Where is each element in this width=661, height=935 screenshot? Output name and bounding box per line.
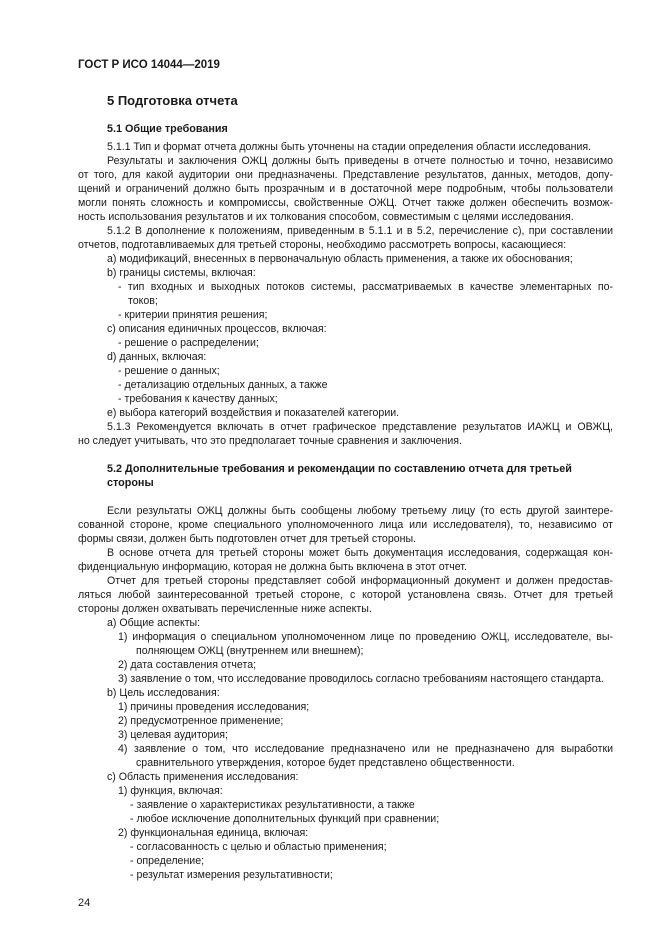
- list-item: - результат измерения результативности;: [130, 869, 333, 881]
- list-item: - определение;: [130, 855, 205, 867]
- list-item: е) выбора категорий воздействия и показателей категории.: [107, 407, 400, 419]
- list-item: - детализацию отдельных данных, а также: [118, 379, 328, 391]
- list-item: а) Общие аспекты:: [107, 617, 201, 629]
- paragraph-line: ность использования результатов и их толкования способом, совместимым с целями исследования.: [78, 211, 574, 223]
- paragraph-line: формы связи, должен быть подготовлен отчет для третьей стороны.: [78, 533, 417, 545]
- subsection-title: 5.2 Дополнительные требования и рекомендации по составлению отчета для третьей: [107, 463, 572, 475]
- list-item: 2) функциональная единица, включая:: [118, 827, 309, 839]
- list-item: 1) функция, включая:: [118, 785, 223, 797]
- list-item: с) Область применения исследования:: [107, 771, 299, 783]
- paragraph-line: ляться любой заинтересованной третьей стороне, с которой установлена связь. Отчет для третьей: [78, 589, 613, 601]
- list-item: с) описания единичных процессов, включая:: [107, 323, 327, 335]
- list-item: - требования к качеству данных;: [118, 393, 278, 405]
- paragraph-line: Если результаты ОЖЦ должны быть сообщены любому третьему лицу (то есть другой заинтере-: [107, 505, 613, 517]
- paragraph-line: но следует учитывать, что это предполагает точные сравнения и заключения.: [78, 435, 462, 447]
- list-item: - решение о распределении;: [118, 337, 259, 349]
- list-item: - критерии принятия решения;: [118, 309, 268, 321]
- page-number: 24: [78, 897, 91, 909]
- list-item: 1) информация о специальном уполномоченном лице по проведению ОЖЦ, исследователе, вы-: [118, 631, 613, 643]
- list-item: 2) дата составления отчета;: [118, 659, 257, 671]
- paragraph-line: сованной стороне, кроме специального уполномоченного лица или исследователя), то, независимо от: [78, 519, 613, 531]
- list-item: b) границы системы, включая:: [107, 267, 256, 279]
- list-item: полняющем ОЖЦ (внутреннем или внешнем);: [136, 645, 364, 657]
- list-item: токов;: [128, 295, 158, 307]
- list-item: - тип входных и выходных потоков системы, рассматриваемых в качестве элементарных по-: [118, 281, 613, 293]
- list-item: - заявление о характеристиках результативности, а также: [130, 799, 415, 811]
- paragraph-line: 5.1.3 Рекомендуется включать в отчет графическое представление результатов ИАЖЦ и ОВЖЦ,: [107, 421, 613, 433]
- list-item: d) данных, включая:: [107, 351, 207, 363]
- paragraph-line: 5.1.1 Тип и формат отчета должны быть уточнены на стадии определения области исследования.: [107, 141, 592, 153]
- paragraph-line: Отчет для третьей стороны представляет собой информационный документ и должен предостав-: [107, 575, 613, 587]
- paragraph-line: В основе отчета для третьей стороны может быть документация исследования, содержащая кон-: [107, 547, 613, 559]
- subsection-title-cont: стороны: [107, 477, 154, 489]
- paragraph-line: щений и ограничений должно быть прозрачным и в достаточной мере подробным, чтобы пользователи: [78, 183, 613, 195]
- paragraph-line: Результаты и заключения ОЖЦ должны быть приведены в отчете полностью и точно, независимо: [107, 155, 613, 167]
- document-header: ГОСТ Р ИСО 14044—2019: [78, 59, 220, 71]
- list-item: 2) предусмотренное применение;: [118, 715, 284, 727]
- paragraph-line: могли понять сложность и компромиссы, свойственные ОЖЦ. Отчет также должен обеспечить возмож-: [78, 197, 613, 209]
- list-item: а) модификаций, внесенных в первоначальную область применения, а также их обоснования;: [107, 253, 573, 265]
- list-item: - согласованность с целью и областью применения;: [130, 841, 387, 853]
- list-item: b) Цель исследования:: [107, 687, 220, 699]
- list-item: 4) заявление о том, что исследование предназначено или не предназначено для выработки: [118, 743, 613, 755]
- paragraph-line: фиденциальную информацию, которая не должна быть включена в этот отчет.: [78, 561, 467, 573]
- list-item: сравнительного утверждения, которое будет представлено общественности.: [136, 757, 515, 769]
- paragraph-line: отчетов, подготавливаемых для третьей стороны, необходимо рассмотреть вопросы, касающиеся:: [78, 239, 567, 251]
- list-item: 3) целевая аудитория;: [118, 729, 228, 741]
- paragraph-line: стороны должен охватывать перечисленные ниже аспекты.: [78, 603, 372, 615]
- list-item: - любое исключение дополнительных функций при сравнении;: [130, 813, 440, 825]
- subsection-title: 5.1 Общие требования: [107, 123, 228, 135]
- paragraph-line: от того, для какой аудитории они предназначены. Представление результатов, данных, методов, допу-: [78, 169, 613, 181]
- list-item: 1) причины проведения исследования;: [118, 701, 310, 713]
- section-title: 5 Подготовка отчета: [107, 93, 238, 108]
- list-item: - решение о данных;: [118, 365, 220, 377]
- paragraph-line: 5.1.2 В дополнение к положениям, приведенным в 5.1.1 и в 5.2, перечисление с), при составлении: [107, 225, 613, 237]
- list-item: 3) заявление о том, что исследование проводилось согласно требованиям настоящего стандарта.: [118, 673, 604, 685]
